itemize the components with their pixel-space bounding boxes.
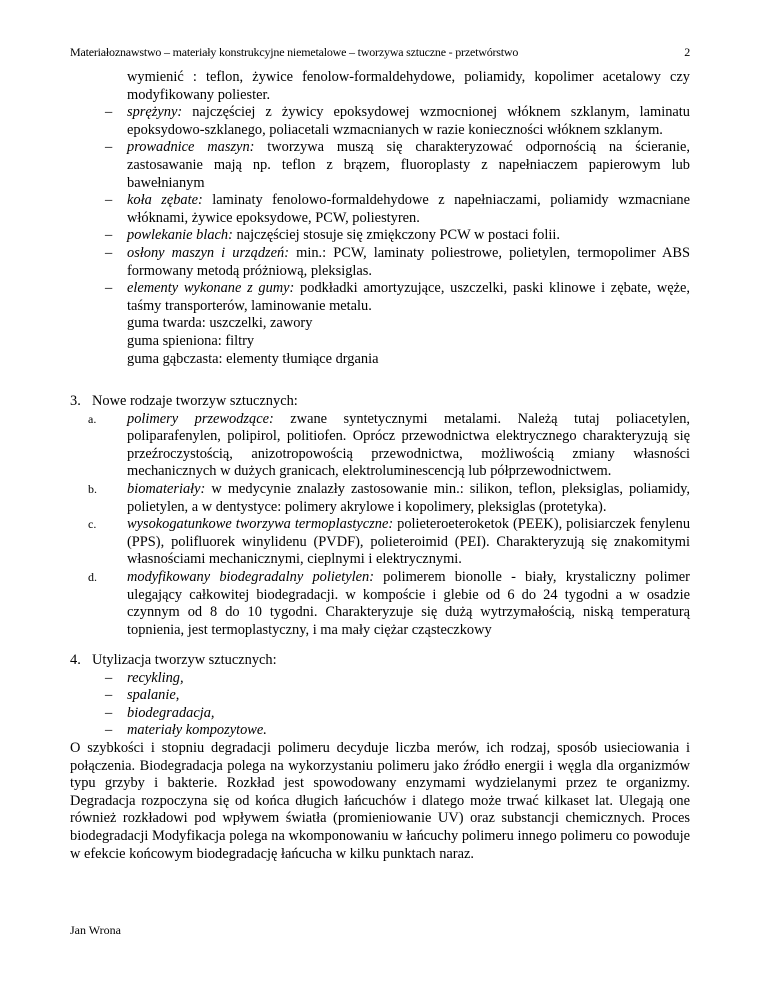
item-term: materiały kompozytowe. xyxy=(127,722,267,739)
dash-bullet: – xyxy=(105,192,113,209)
continuation-text: wymienić : teflon, żywice fenolow-formaldehydowe, poliamidy, kopolimer acetalowy czy modyfikowany poliester. xyxy=(127,69,690,103)
footer-author: Jan Wrona xyxy=(70,923,121,937)
rubber-list xyxy=(70,315,690,368)
section-3 xyxy=(70,393,690,639)
item-text: najczęściej stosuje się zmiękczony PCW w postaci folii. xyxy=(232,227,560,244)
item-marker: a. xyxy=(88,411,97,426)
list-item xyxy=(70,104,690,139)
dash-bullet: – xyxy=(105,687,113,704)
rubber-item: guma twarda: uszczelki, zawory xyxy=(127,315,313,332)
list-item xyxy=(70,245,690,280)
item-term: wysokogatunkowe tworzywa termoplastyczne: xyxy=(127,516,394,533)
dash-bullet: – xyxy=(105,227,113,244)
section-3-heading xyxy=(70,393,690,411)
rubber-item: guma gąbczasta: elementy tłumiące drgania xyxy=(127,350,379,367)
section-4-heading xyxy=(70,652,690,670)
item-term: prowadnice maszyn: xyxy=(127,139,255,156)
list-item xyxy=(70,227,690,245)
item-text: najczęściej z żywicy epoksydowej wzmocnionej włóknem szklanym, laminatu epoksydowo-szklanego, poliacetali wzmacnianych w razie konieczności włóknem szklanym. xyxy=(127,104,690,138)
list-item xyxy=(70,670,690,688)
list-item xyxy=(70,516,690,569)
item-term: spalanie, xyxy=(127,687,180,704)
item-text: min.: PCW, laminaty poliestrowe, polietylen, termopolimer ABS formowany metodą próżniową, pleksiglas. xyxy=(127,244,690,279)
section-number: 4. xyxy=(70,652,81,668)
section-number: 3. xyxy=(70,393,81,409)
item-text: podkładki amortyzujące, uszczelki, paski klinowe i zębate, węże, taśmy transporterów, laminowanie metalu. xyxy=(127,280,691,314)
item-term: biodegradacja, xyxy=(127,704,215,721)
list-item xyxy=(70,569,690,639)
list-item xyxy=(70,481,690,516)
dash-bullet: – xyxy=(105,280,113,297)
item-text: polimerem bionolle - biały, krystaliczny polimer ulegający całkowitej biodegradacji. w kompoście i glebie od 6 do 24 tygodni a w osadzie czynnym od 8 do 10 tygodni. Charakteryzuje się dużą wytrzymałością, niską temperaturą topnienia, jest termoplastyczny, i ma mały ciężar cząsteczkowy xyxy=(127,568,690,638)
item-term: sprężyny: xyxy=(127,104,183,121)
item-marker: c. xyxy=(88,517,97,532)
item-marker: b. xyxy=(88,481,97,496)
item-text: laminaty fenolowo-formaldehydowe z napełniaczami, poliamidy wzmacniane włóknami, żywice epoksydowe, PCW, poliestyren. xyxy=(127,192,690,226)
item-text: zwane syntetycznymi metalami. Należą tutaj poliacetylen, poliparafenylen, polipirol, politiofen. Oprócz przewodnictwa elektrycznego charakteryzują się przeźroczystością, anizotropowością przewodnictwa, możliwością zmiany własności mechanicznych w dużych granicach, elektroluminescencją lub półprzewodnictwem. xyxy=(127,410,691,480)
page-number: 2 xyxy=(684,45,690,59)
item-term: elementy wykonane z gumy: xyxy=(127,280,295,297)
item-term: osłony maszyn i urządzeń: xyxy=(127,244,290,261)
section-title: Nowe rodzaje tworzyw sztucznych: xyxy=(92,393,298,409)
list-item xyxy=(70,687,690,705)
header-title: Materiałoznawstwo – materiały konstrukcyjne niemetalowe – tworzywa sztuczne - przetwórstwo xyxy=(70,45,519,59)
dash-bullet: – xyxy=(105,104,113,121)
rubber-item: guma spieniona: filtry xyxy=(127,332,255,349)
item-text: tworzywa muszą się charakteryzować odpornością na ścieranie, zastosawanie mają np. teflon z brązem, fluoroplasty z napełniaczem papierowym lub bawełnianym xyxy=(127,139,690,191)
list-item xyxy=(70,139,690,192)
section-2-list xyxy=(70,69,690,368)
page-header xyxy=(70,44,690,62)
item-term: recykling, xyxy=(127,669,184,686)
item-term: modyfikowany biodegradalny polietylen: xyxy=(127,568,374,585)
section-title: Utylizacja tworzyw sztucznych: xyxy=(92,652,277,668)
dash-bullet: – xyxy=(105,244,113,261)
list-item xyxy=(70,705,690,723)
body-paragraph: O szybkości i stopniu degradacji polimeru decyduje liczba merów, ich rodzaj, sposób usieciowania i połączenia. Biodegradacja polega na wykorzystaniu polimeru jako źródło energii i węgla dla organizmów typu grzyby i bakterie. Rozkład jest spowodowany enzymami wydzielanymi przez te organizmy. Degradacja rozpoczyna się od końca długich łańcuchów i dlatego może trwać kilkaset lat. Ulegają one również rozkładowi pod wpływem światła (promieniowanie UV) oraz substancji chemicznych. Proces biodegradacji Modyfikacja polega na wkomponowaniu w łańcuchy polimeru innego polimeru co powoduje w efekcie końcowym biodegradację łańcucha w kilku punktach naraz. xyxy=(70,739,690,862)
list-item xyxy=(70,192,690,227)
item-term: biomateriały: xyxy=(127,480,206,497)
item-text: polieteroeteroketok (PEEK), polisiarczek fenylenu (PPS), polifluorek winylidenu (PVDF), polieteroimid (PEI). Charakteryzują się znakomitymi własnościami mechanicznymi, cieplnymi i elektrycznymi. xyxy=(127,516,691,568)
list-item xyxy=(70,280,690,315)
dash-bullet: – xyxy=(105,669,113,686)
list-item xyxy=(70,722,690,740)
item-term: powlekanie blach: xyxy=(127,227,233,244)
item-text: w medycynie znalazły zastosowanie min.: silikon, teflon, pleksiglas, poliamidy, polietylen, a w dentystyce: polimery akrylowe i kopolimery, pleksiglas (protetyka). xyxy=(127,480,690,515)
item-term: koła zębate: xyxy=(127,192,203,209)
dash-bullet: – xyxy=(105,722,113,739)
dash-bullet: – xyxy=(105,704,113,721)
dash-bullet: – xyxy=(105,139,113,156)
item-marker: d. xyxy=(88,569,97,584)
section-4 xyxy=(70,652,690,863)
item-term: polimery przewodzące: xyxy=(127,410,274,427)
list-item xyxy=(70,411,690,481)
